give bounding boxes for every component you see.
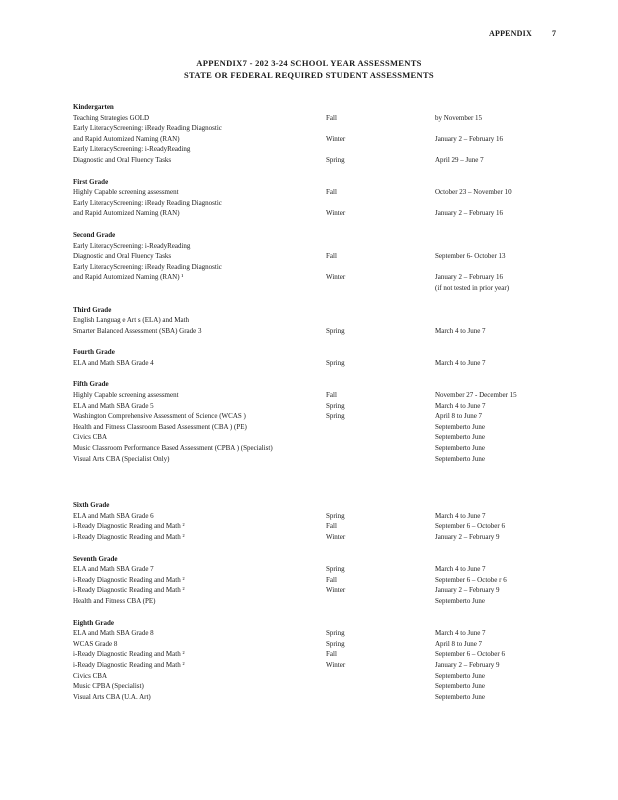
assessment-name: i-Ready Diagnostic Reading and Math ² [73,575,185,584]
assessment-row [73,532,573,543]
assessment-name: Highly Capable screening assessment [73,391,179,400]
assessment-window: September 6 – October 6 [435,522,505,531]
assessment-season: Winter [326,134,346,143]
assessment-row [73,681,573,692]
assessment-name: Civics CBA [73,671,108,680]
assessment-name: WCAS Grade 8 [73,639,118,648]
assessment-name: Early LiteracyScreening: iReady Reading Diagnostic [73,262,222,271]
assessment-window: March 4 to June 7 [435,401,486,410]
assessment-row [73,432,573,443]
assessment-season: Spring [326,511,345,520]
assessment-row [73,628,573,639]
assessment-window: March 4 to June 7 [435,358,486,367]
assessment-window: by November 15 [435,113,483,122]
section-spacer [73,475,573,500]
assessment-season: Spring [326,326,345,335]
grade-heading: Third Grade [73,305,112,314]
grade-section [73,618,573,703]
assessment-name: Early LiteracyScreening: iReady Reading Diagnostic [73,198,222,207]
page-number: 7 [551,29,557,38]
assessment-name: Music Classroom Performance Based Assessment (CPBA ) (Specialist) [73,444,273,453]
assessment-name: i-Ready Diagnostic Reading and Math ² [73,660,185,669]
assessment-row [73,283,573,294]
assessment-name: and Rapid Automized Naming (RAN) [73,134,180,143]
assessment-row [73,155,573,166]
assessment-row [73,144,573,155]
assessment-row [73,272,573,283]
assessment-window: April 8 to June 7 [435,412,483,421]
assessment-season: Spring [326,629,345,638]
assessment-name: i-Ready Diagnostic Reading and Math ² [73,650,185,659]
assessment-window: January 2 – February 9 [435,533,500,541]
assessment-season: Winter [326,586,346,595]
assessment-name: ELA and Math SBA Grade 6 [73,511,154,520]
grade-section [73,305,573,337]
grade-section [73,500,573,542]
assessment-window: (if not tested in prior year) [435,283,510,292]
assessment-name: Music CPBA (Specialist) [73,682,144,691]
assessment-season: Spring [326,358,345,367]
grade-section [73,379,573,464]
assessment-season: Fall [326,113,337,122]
assessment-row [73,564,573,575]
grade-heading: Second Grade [73,230,116,239]
assessment-row [73,575,573,586]
assessment-row [73,511,573,522]
assessment-name: Early LiteracyScreening: i-ReadyReading [73,145,191,154]
assessment-name: i-Ready Diagnostic Reading and Math ² [73,586,185,595]
assessment-window: Septemberto June [435,682,485,691]
assessment-season: Winter [326,533,346,541]
assessment-window: March 4 to June 7 [435,565,486,574]
assessment-season: Spring [326,155,345,164]
assessment-row [73,187,573,198]
assessment-name: Teaching Strategies GOLD [73,113,150,122]
assessment-name: ELA and Math SBA Grade 5 [73,401,154,410]
grade-heading: Sixth Grade [73,501,110,510]
assessment-name: and Rapid Automized Naming (RAN) [73,209,180,218]
assessment-window: April 8 to June 7 [435,639,483,648]
grade-heading: Fifth Grade [73,380,109,389]
assessment-row [73,251,573,262]
assessment-name: Diagnostic and Oral Fluency Tasks [73,155,172,164]
assessment-window: March 4 to June 7 [435,326,486,335]
assessment-row [73,113,573,124]
document-subtitle: STATE OR FEDERAL REQUIRED STUDENT ASSESSMENTS [184,70,434,80]
assessment-name: Smarter Balanced Assessment (SBA) Grade 3 [73,326,202,335]
assessment-season: Fall [326,252,337,261]
assessment-row [73,454,573,465]
assessment-schedule [73,102,573,713]
assessment-season: Winter [326,660,346,669]
assessment-window: October 23 – November 10 [435,188,512,197]
assessment-name: Early LiteracyScreening: i-ReadyReading [73,241,191,250]
assessment-row [73,585,573,596]
assessment-season: Spring [326,565,345,574]
assessment-row [73,241,573,252]
assessment-name: Civics CBA [73,433,108,442]
grade-section [73,177,573,219]
assessment-row [73,660,573,671]
grade-section [73,102,573,166]
assessment-window: January 2 – February 9 [435,660,500,669]
page-header [489,29,556,38]
assessment-season: Spring [326,639,345,648]
assessment-row [73,422,573,433]
assessment-row [73,198,573,209]
assessment-row [73,262,573,273]
assessment-name: Washington Comprehensive Assessment of Science (WCAS ) [73,412,246,421]
grade-section [73,347,573,368]
grade-heading: Seventh Grade [73,554,118,563]
assessment-season: Winter [326,273,346,282]
assessment-season: Spring [326,412,345,421]
assessment-name: Highly Capable screening assessment [73,188,179,197]
assessment-row [73,358,573,369]
assessment-row [73,671,573,682]
assessment-row [73,649,573,660]
assessment-window: March 4 to June 7 [435,511,486,520]
assessment-row [73,596,573,607]
grade-heading: Eighth Grade [73,618,115,627]
assessment-row [73,315,573,326]
assessment-window: Septemberto June [435,444,485,453]
assessment-window: Septemberto June [435,422,485,431]
assessment-season: Fall [326,391,337,400]
assessment-row [73,390,573,401]
assessment-name: i-Ready Diagnostic Reading and Math ² [73,522,185,531]
assessment-name: ELA and Math SBA Grade 8 [73,629,154,638]
assessment-row [73,401,573,412]
assessment-row [73,639,573,650]
assessment-window: September 6 – October 6 [435,650,505,659]
assessment-window: Septemberto June [435,596,485,605]
assessment-window: March 4 to June 7 [435,629,486,638]
assessment-season: Fall [326,522,337,531]
assessment-row [73,692,573,703]
assessment-name: English Languag e Art s (ELA) and Math [73,316,190,325]
assessment-name: Visual Arts CBA (U.A. Art) [73,692,151,701]
assessment-row [73,134,573,145]
assessment-name: ELA and Math SBA Grade 7 [73,565,154,574]
assessment-name: Visual Arts CBA (Specialist Only) [73,454,170,463]
assessment-name: ELA and Math SBA Grade 4 [73,358,154,367]
assessment-window: January 2 – February 16 [435,273,504,282]
assessment-window: September 6 – Octobe r 6 [435,575,507,584]
assessment-row [73,411,573,422]
assessment-window: January 2 – February 9 [435,586,500,595]
assessment-season: Fall [326,188,337,197]
assessment-window: September 6- October 13 [435,252,506,261]
assessment-window: April 29 – June 7 [435,155,484,164]
grade-heading: First Grade [73,177,109,186]
assessment-season: Fall [326,575,337,584]
assessment-name: i-Ready Diagnostic Reading and Math ² [73,533,185,541]
assessment-window: Septemberto June [435,454,485,463]
assessment-row [73,326,573,337]
assessment-season: Fall [326,650,337,659]
assessment-season: Winter [326,209,346,218]
assessment-row [73,208,573,219]
assessment-window: Septemberto June [435,433,485,442]
assessment-row [73,123,573,134]
assessment-window: January 2 – February 16 [435,209,504,218]
assessment-name: and Rapid Automized Naming (RAN) ¹ [73,273,184,282]
assessment-name: Health and Fitness Classroom Based Assessment (CBA ) (PE) [73,422,247,431]
grade-section [73,554,573,607]
assessment-window: Septemberto June [435,692,485,701]
assessment-row [73,521,573,532]
assessment-name: Early LiteracyScreening: iReady Reading Diagnostic [73,124,222,133]
assessment-row [73,443,573,454]
grade-heading: Kindergarten [73,103,114,111]
assessment-window: November 27 - December 15 [435,391,517,400]
assessment-name: Diagnostic and Oral Fluency Tasks [73,252,172,261]
document-title: APPENDIX7 - 202 3-24 SCHOOL YEAR ASSESSMENTS [196,58,422,68]
assessment-season: Spring [326,401,345,410]
grade-heading: Fourth Grade [73,348,115,357]
assessment-name: Health and Fitness CBA (PE) [73,596,156,605]
appendix-label: APPENDIX [489,29,532,38]
assessment-window: Septemberto June [435,671,485,680]
grade-section [73,230,573,294]
assessment-window: January 2 – February 16 [435,134,504,143]
